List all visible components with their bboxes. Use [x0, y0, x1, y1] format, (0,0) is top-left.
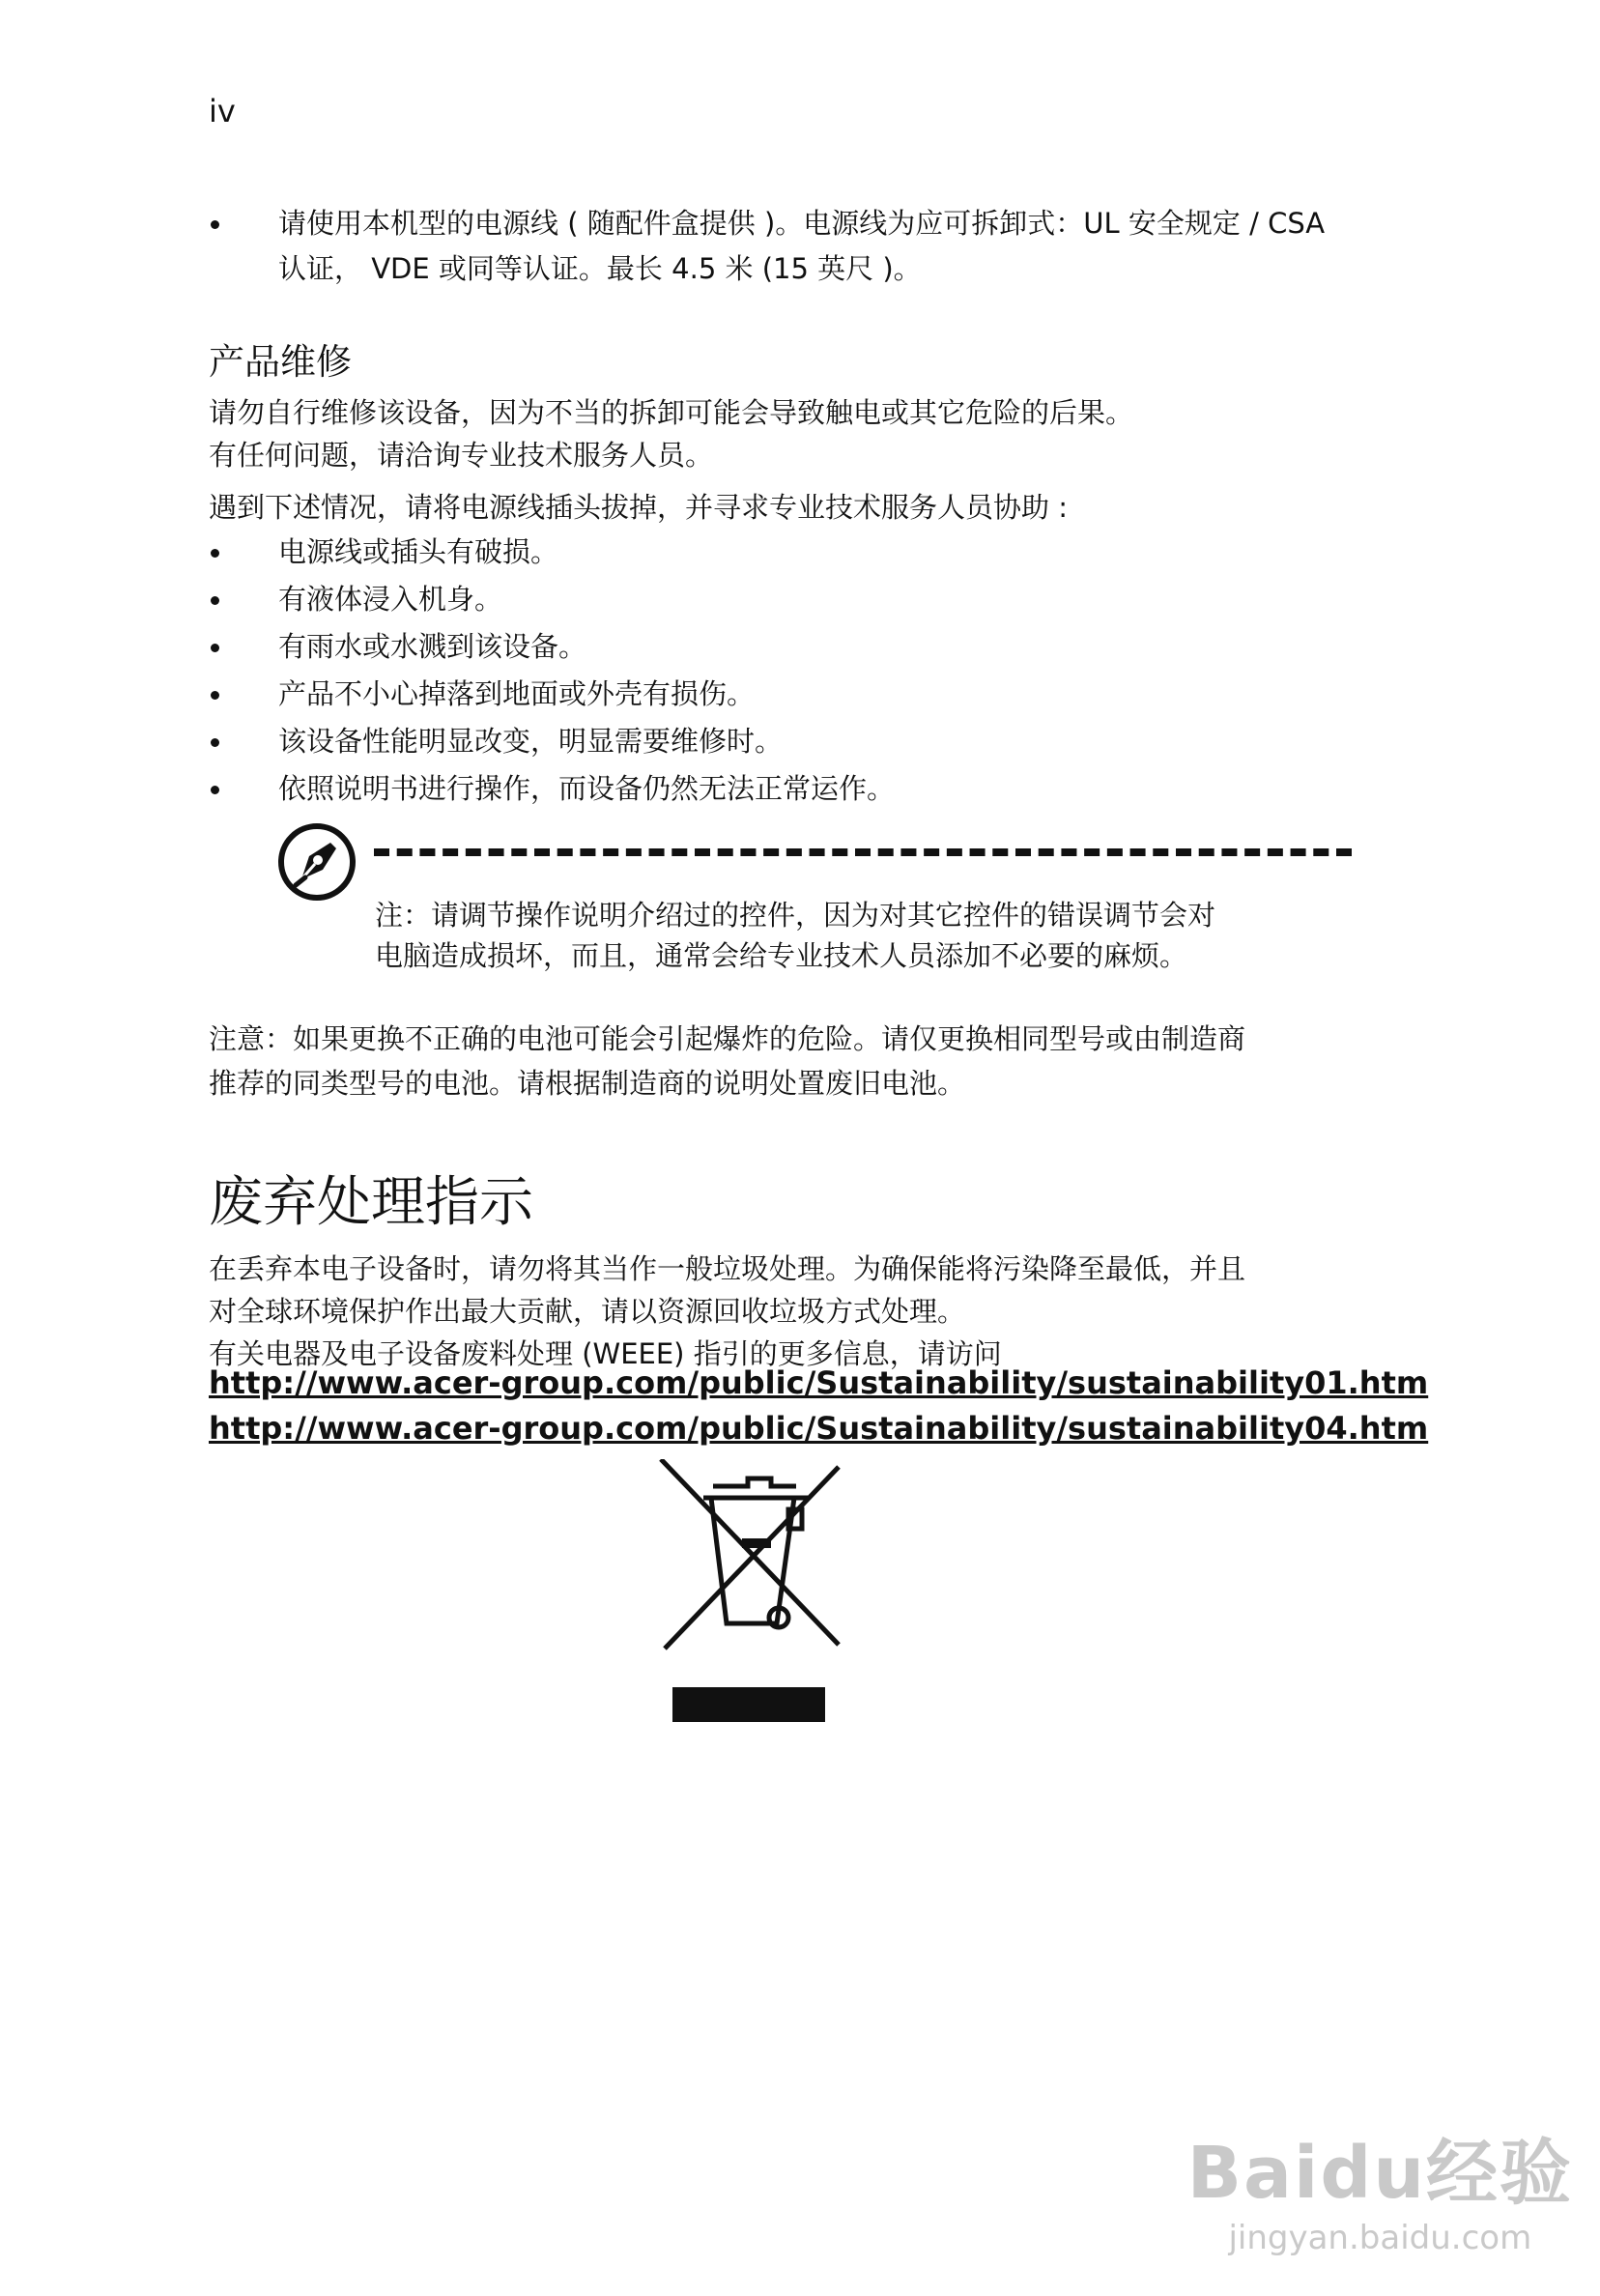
battery-caution-line2: 推荐的同类型号的电池。请根据制造商的说明处置废旧电池。: [209, 1067, 966, 1100]
baidu-watermark: [1187, 2116, 1573, 2257]
list-item: [209, 530, 1368, 575]
list-item-text: 电源线或插头有破损。: [278, 535, 559, 568]
list-item-text: 该设备性能明显改变，明显需要维修时。: [278, 725, 784, 758]
crossed-out-wheelie-bin-icon: [653, 1459, 846, 1726]
section-title-disposal: 废弃处理指示: [209, 1171, 533, 1234]
service-conditions-list: [209, 530, 1368, 812]
disposal-line1: 在丢弃本电子设备时，请勿将其当作一般垃圾处理。为确保能将污染降至最低，并且: [209, 1252, 1246, 1285]
list-item-text: 产品不小心掉落到地面或外壳有损伤。: [278, 677, 756, 710]
note-line1: 注：请调节操作说明介绍过的控件，因为对其它控件的错误调节会对: [375, 899, 1216, 932]
section-title-product-service: 产品维修: [209, 341, 352, 383]
bullet-dot: [211, 596, 219, 605]
sustainability04-link[interactable]: http://www.acer-group.com/public/Sustainability/sustainability04.htm: [209, 1410, 1429, 1447]
watermark-main-text: Baidu经验: [1186, 2132, 1573, 2215]
service-paragraph-line2: 有任何问题，请洽询专业技术服务人员。: [209, 439, 714, 472]
sustainability01-link[interactable]: http://www.acer-group.com/public/Sustainability/sustainability01.htm: [209, 1364, 1429, 1401]
bullet-dot: [211, 220, 219, 229]
service-intro: 遇到下述情况，请将电源线插头拔掉，并寻求专业技术服务人员协助 :: [209, 491, 1068, 524]
list-item-text: 有液体浸入机身。: [278, 583, 503, 616]
list-item: [209, 672, 1368, 717]
list-item-text: 请使用本机型的电源线 ( 随配件盒提供 )。电源线为应可拆卸式：UL 安全规定 / CSA 认证， VDE 或同等认证。最长 4.5 米 (15 英尺 )。: [278, 207, 1326, 285]
bullet-dot: [211, 786, 219, 794]
list-item: [209, 577, 1368, 622]
list-item: [209, 719, 1368, 764]
bullet-dot: [211, 691, 219, 700]
list-item: [209, 766, 1368, 812]
disposal-line3: 有关电器及电子设备废料处理 (WEEE) 指引的更多信息，请访问: [209, 1337, 1002, 1370]
note-line2: 电脑造成损坏，而且，通常会给专业技术人员添加不必要的麻烦。: [375, 939, 1188, 972]
watermark-sub-text: jingyan.baidu.com: [1228, 2219, 1532, 2257]
disposal-line2: 对全球环境保护作出最大贡献，请以资源回收垃圾方式处理。: [209, 1295, 966, 1328]
pen-nib-note-icon: [276, 821, 357, 903]
list-item: [209, 201, 1341, 292]
power-cord-list: [209, 201, 1368, 292]
bullet-dot: [211, 644, 219, 652]
bullet-dot: [211, 738, 219, 747]
list-item-text: 有雨水或水溅到该设备。: [278, 630, 587, 663]
page-number: iv: [209, 93, 236, 129]
note-divider: [374, 848, 1352, 856]
service-paragraph-line1: 请勿自行维修该设备，因为不当的拆卸可能会导致触电或其它危险的后果。: [209, 396, 1134, 429]
battery-caution-line1: 注意：如果更换不正确的电池可能会引起爆炸的危险。请仅更换相同型号或由制造商: [209, 1022, 1246, 1055]
bullet-dot: [211, 549, 219, 558]
list-item-text: 依照说明书进行操作，而设备仍然无法正常运作。: [278, 772, 896, 805]
list-item: [209, 624, 1368, 670]
